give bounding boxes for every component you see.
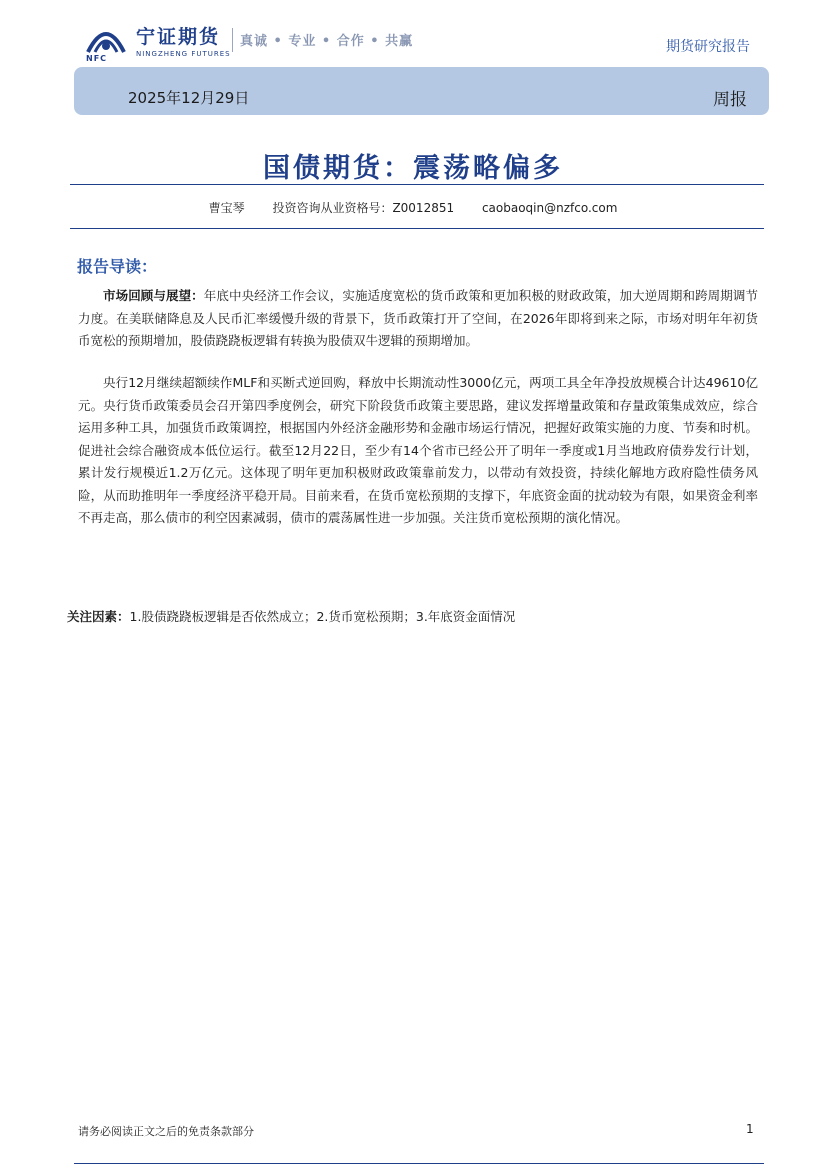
paragraph-text: 年底中央经济工作会议，实施适度宽松的货币政策和更加积极的财政政策，加大逆周期和跨周期调节力度。在美联储降息及人民币汇率缓慢升级的背景下，货币政策打开了空间，在2026年即将到来之际，市场对明年年初货币宽松的预期增加，股债跷跷板逻辑有转换为股债双牛逻辑的预期增加。: [78, 288, 758, 348]
focus-text: 1.股债跷跷板逻辑是否依然成立；2.货币宽松预期；3.年底资金面情况: [129, 609, 516, 624]
date-banner: [74, 67, 769, 115]
report-frequency: 周报: [713, 90, 747, 110]
company-slogan: 真诚 • 专业 • 合作 • 共赢: [240, 34, 414, 49]
company-logo: [84, 20, 424, 66]
footer-disclaimer: 请务必阅读正文之后的免责条款部分: [78, 1125, 254, 1138]
paragraph-label: 市场回顾与展望：: [103, 288, 204, 303]
paragraph-policy: [78, 372, 758, 530]
author-name: 曹宝琴: [208, 201, 245, 215]
author-line: [0, 199, 826, 216]
logo-divider: [232, 28, 233, 52]
report-type-label: 期货研究报告: [666, 39, 750, 55]
focus-factors: [67, 607, 515, 625]
divider: [70, 184, 764, 185]
report-date: 2025年12月29日: [128, 89, 250, 107]
author-email[interactable]: caobaoqin@nzfco.com: [481, 201, 618, 215]
page-number: 1: [746, 1122, 754, 1136]
logo-abbreviation: NFC: [86, 54, 108, 63]
logo-english-name: NINGZHENG FUTURES: [136, 50, 231, 58]
footer-divider: [74, 1163, 764, 1164]
paragraph-text: 央行12月继续超额续作MLF和买断式逆回购，释放中长期流动性3000亿元，两项工具全年净投放规模合计达49610亿元。央行货币政策委员会召开第四季度例会，研究下阶段货币政策主要思路，建议发挥增量政策和存量政策集成效应，综合运用多种工具，加强货币政策调控，根据国内外经济金融形势和金融市场运行情况，把握好政策实施的力度、节奏和时机。促进社会综合融资成本低位运行。截至12月22日，至少有14个省市已经公开了明年一季度或1月当地政府债券发行计划，累计发行规模近1.2万亿元。这体现了明年更加积极财政政策靠前发力，以带动有效投资，持续化解地方政府隐性债务风险，从而助推明年一季度经济平稳开局。目前来看，在货币宽松预期的支撑下，年底资金面的扰动较为有限，如果资金利率不再走高，那么债市的利空因素减弱，债市的震荡属性进一步加强。关注货币宽松预期的演化情况。: [78, 375, 758, 525]
focus-label: 关注因素：: [67, 609, 130, 624]
author-license: 投资咨询从业资格号：Z0012851: [272, 201, 455, 215]
divider: [70, 228, 764, 229]
logo-chinese-name: 宁证期货: [136, 26, 221, 48]
report-title: 国债期货：震荡略偏多: [263, 153, 563, 184]
section-heading: 报告导读：: [77, 257, 158, 276]
paragraph-market-review: [78, 285, 758, 353]
